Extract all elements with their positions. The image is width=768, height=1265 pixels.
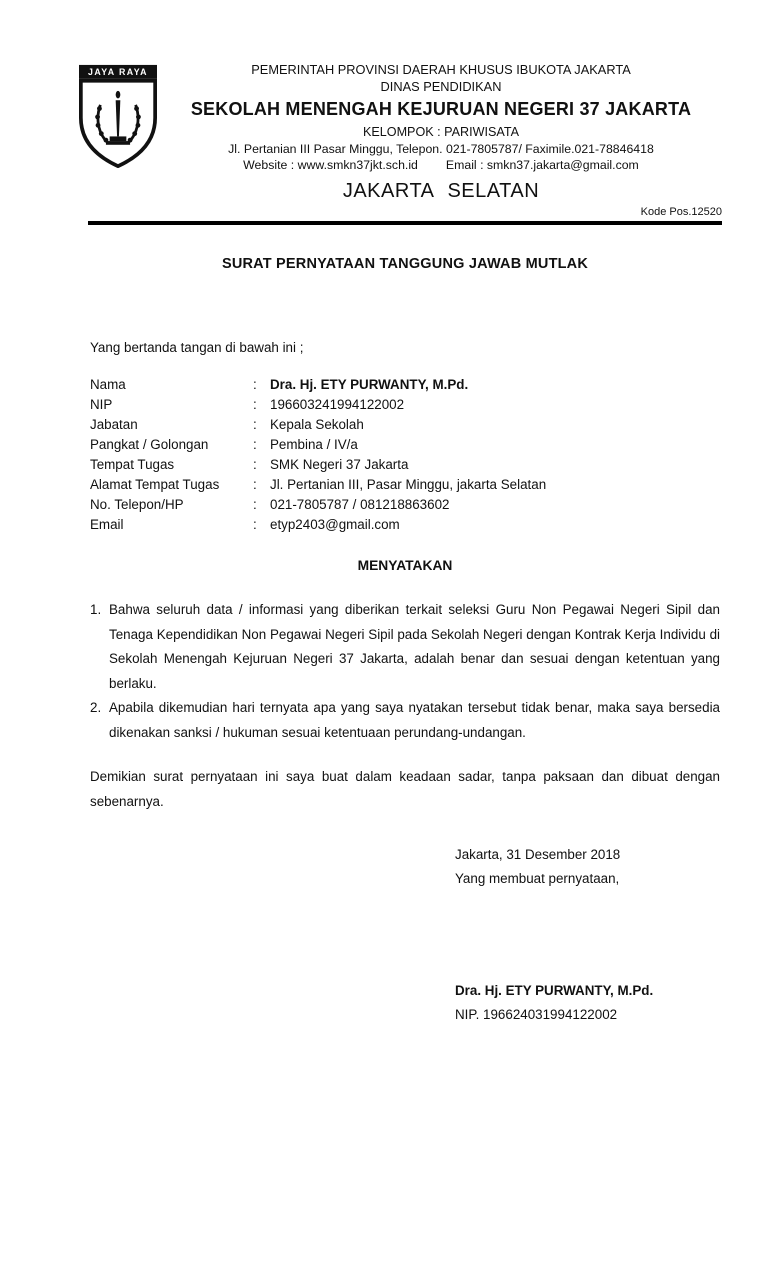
field-colon: :	[253, 517, 257, 533]
field-value: Dra. Hj. ETY PURWANTY, M.Pd.	[270, 377, 469, 393]
field-colon: :	[253, 497, 257, 513]
field-label: NIP	[90, 397, 113, 413]
city-line: JAKARTA SELATAN	[342, 179, 540, 202]
field-value: Jl. Pertanian III, Pasar Minggu, jakarta Selatan	[270, 477, 547, 493]
field-label: Jabatan	[90, 417, 138, 433]
closing-paragraph: Demikian surat pernyataan ini saya buat dalam keadaan sadar, tanpa paksaan dan dibuat dengan sebenarnya.	[90, 769, 720, 809]
point-text: Bahwa seluruh data / informasi yang diberikan terkait seleksi Guru Non Pegawai Negeri Sipil dan Tenaga Kependidikan Non Pegawai Negeri Sipil pada Sekolah Negeri dengan Kontrak Kerja Individu di Sekolah Menengah Kejuruan Negeri 37 Jakarta, adalah benar dan sesuai dengan ketentuan yang berlaku.	[109, 602, 720, 691]
statement-points	[90, 598, 720, 745]
letterhead	[0, 0, 768, 225]
field-row-tempat-tugas	[90, 455, 720, 475]
signature-block	[455, 843, 720, 1027]
logo-banner-text: JAYA RAYA	[88, 67, 148, 78]
field-label: Email	[90, 517, 124, 533]
field-label: Alamat Tempat Tugas	[90, 477, 220, 493]
statement-point-1	[90, 598, 720, 696]
signature-role: Yang membuat pernyataan,	[455, 871, 620, 887]
statement-point-2	[90, 696, 720, 745]
field-colon: :	[253, 417, 257, 433]
field-label: Pangkat / Golongan	[90, 437, 209, 453]
letterhead-text	[160, 62, 722, 204]
letterhead-divider	[88, 221, 722, 226]
field-row-nip	[90, 395, 720, 415]
coat-of-arms-icon	[70, 64, 166, 168]
intro-line: Yang bertanda tangan di bawah ini ;	[90, 340, 304, 356]
field-row-jabatan	[90, 415, 720, 435]
field-row-email	[90, 515, 720, 535]
department-line: DINAS PENDIDIKAN	[380, 78, 502, 94]
school-group: KELOMPOK : PARIWISATA	[362, 124, 520, 139]
field-label: No. Telepon/HP	[90, 497, 184, 513]
point-number: 2.	[90, 700, 102, 716]
field-row-alamat	[90, 475, 720, 495]
postal-code: Kode Pos.12520	[640, 205, 722, 218]
school-website: Website : www.smkn37jkt.sch.id	[243, 158, 418, 173]
field-row-nama	[90, 375, 720, 395]
field-value: etyp2403@gmail.com	[270, 517, 400, 533]
school-email: Email : smkn37.jakarta@gmail.com	[445, 158, 639, 173]
document-body	[90, 256, 720, 1027]
field-colon: :	[253, 457, 257, 473]
field-value: 196603241994122002	[270, 397, 405, 413]
document-title: SURAT PERNYATAAN TANGGUNG JAWAB MUTLAK	[221, 256, 589, 273]
field-colon: :	[253, 377, 257, 393]
government-line: PEMERINTAH PROVINSI DAERAH KHUSUS IBUKOTA JAKARTA	[251, 62, 631, 77]
field-label: Tempat Tugas	[90, 457, 175, 473]
field-label: Nama	[90, 377, 126, 393]
point-number: 1.	[90, 602, 102, 618]
point-text: Apabila dikemudian hari ternyata apa yang saya nyatakan tersebut tidak benar, maka saya bersedia dikenakan sanksi / hukuman sesuai ketentuaan perundang-undangan.	[109, 700, 720, 740]
signatory-nip: NIP. 196624031994122002	[455, 1007, 618, 1023]
field-colon: :	[253, 397, 257, 413]
school-contacts	[160, 157, 722, 173]
field-value: Kepala Sekolah	[270, 417, 364, 433]
field-colon: :	[253, 477, 257, 493]
field-row-telepon	[90, 495, 720, 515]
field-colon: :	[253, 437, 257, 453]
statement-heading: MENYATAKAN	[357, 558, 453, 574]
field-value: Pembina / IV/a	[270, 437, 358, 453]
jakarta-coat-of-arms-logo	[70, 64, 166, 168]
field-value: 021-7805787 / 081218863602	[270, 497, 450, 513]
field-value: SMK Negeri 37 Jakarta	[270, 457, 409, 473]
identity-fields	[90, 375, 720, 535]
school-address: Jl. Pertanian III Pasar Minggu, Telepon. 021-7805787/ Faximile.021-78846418	[228, 142, 654, 157]
signatory-name: Dra. Hj. ETY PURWANTY, M.Pd.	[455, 983, 654, 999]
school-name: SEKOLAH MENENGAH KEJURUAN NEGERI 37 JAKARTA	[190, 98, 692, 119]
signature-place-date: Jakarta, 31 Desember 2018	[455, 847, 621, 863]
field-row-pangkat	[90, 435, 720, 455]
